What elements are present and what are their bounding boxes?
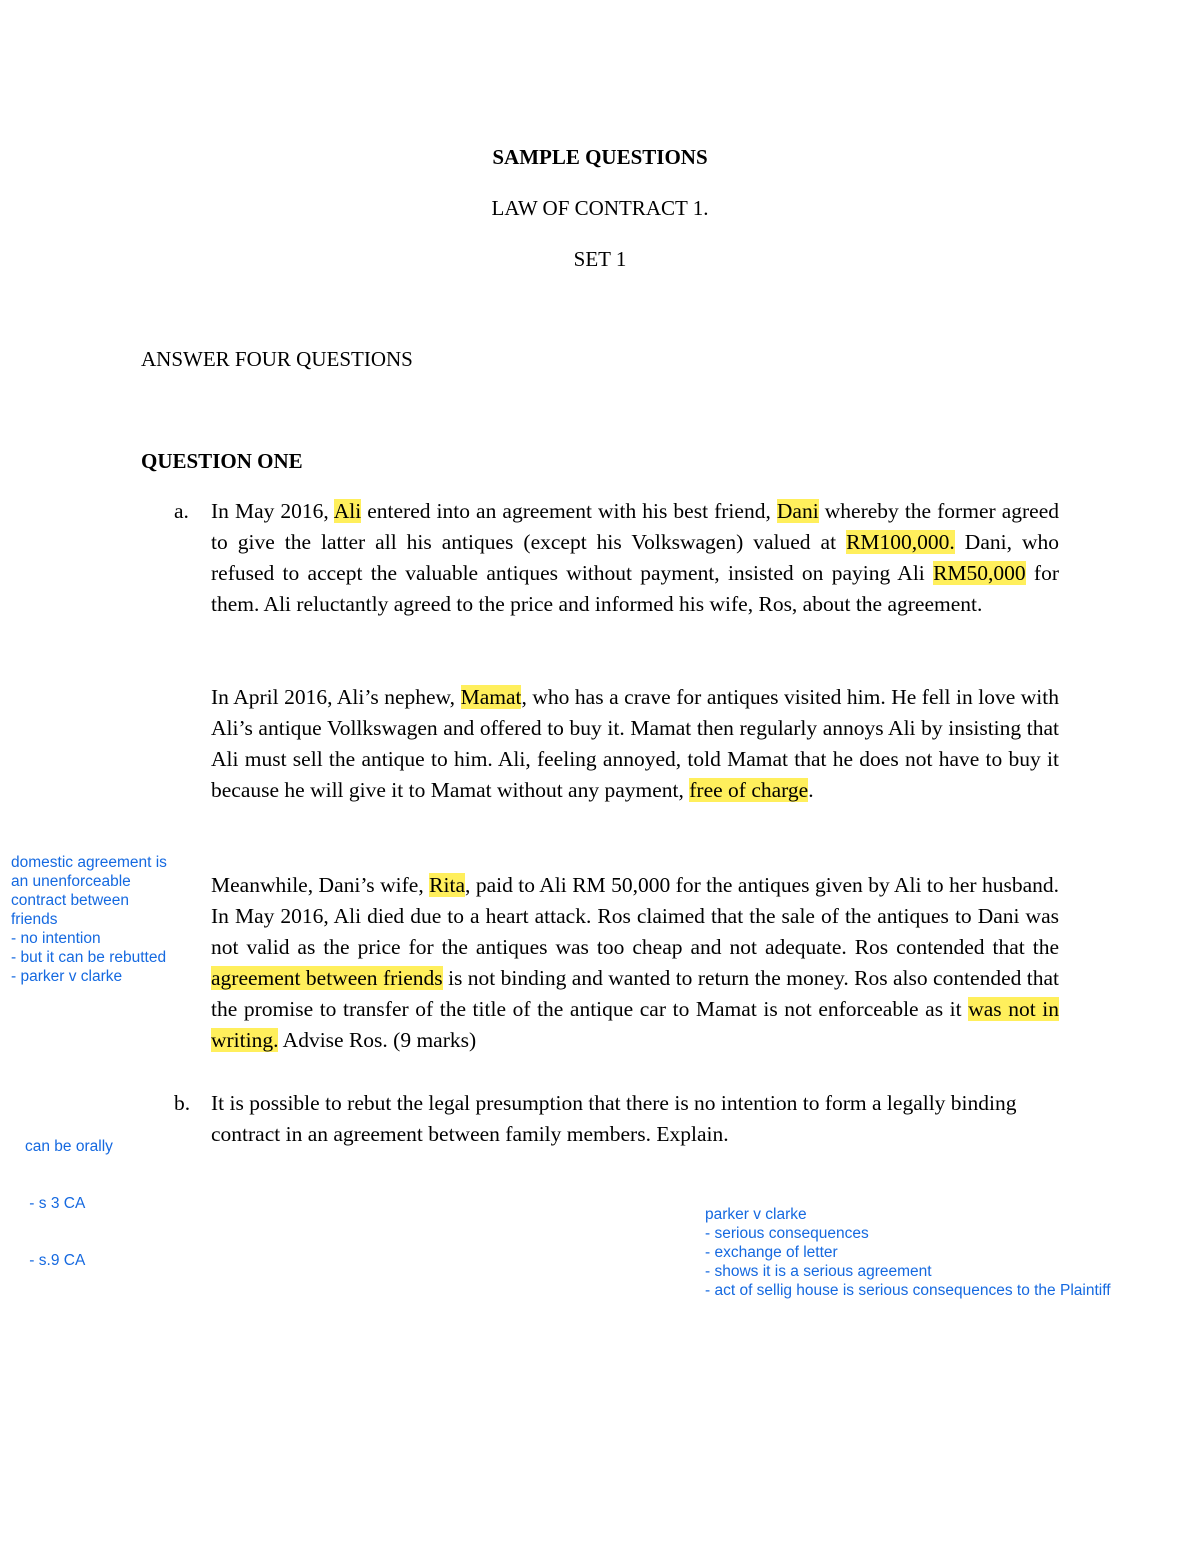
- annotation-parker-v-clarke: [705, 1205, 1111, 1300]
- annotation-line: contract between: [11, 892, 130, 909]
- text-run: , who has a crave for antiques visited him. He fell in love with Ali’s antique Vollkswagen and offered to buy it. Mamat then regularly annoys Ali by insisting that Ali must sell the antique to him. Ali, feeling annoyed, told Mamat that he does not have to buy it because he will give it to Mamat without any payment,: [211, 685, 1059, 802]
- text-run: , paid to Ali RM 50,000 for the antiques given by Ali to her husband. In May 2016, Ali died due to a heart attack. Ros claimed that the sale of the antiques to Dani was not valid as the price for the antiques was too cheap and not adequate. Ros contended that the: [211, 873, 1059, 959]
- question-heading: QUESTION ONE: [141, 449, 303, 473]
- highlight-rita: Rita: [429, 873, 465, 897]
- part-a-paragraph-2: [211, 682, 1059, 806]
- text-run: whereby the former agreed to give the latter all his antiques (except his Volkswagen) valued at: [211, 499, 1059, 554]
- annotation-line: - s 3 CA: [25, 1195, 86, 1212]
- text-run: for them. Ali reluctantly agreed to the price and informed his wife, Ros, about the agreement.: [211, 561, 1060, 616]
- part-a-marker: a.: [174, 499, 189, 523]
- instruction: ANSWER FOUR QUESTIONS: [141, 347, 413, 371]
- annotation-line: parker v clarke: [705, 1206, 807, 1223]
- highlight-not-in-writing: was not in writing.: [211, 997, 1059, 1052]
- highlight-agreement-between-friends: agreement between friends: [211, 966, 443, 990]
- part-b-marker: b.: [174, 1091, 191, 1115]
- annotation-line: friends: [11, 911, 58, 928]
- text-run: Meanwhile, Dani’s wife,: [211, 873, 430, 897]
- text-run: is not binding and wanted to return the money. Ros also contended that the promise to transfer of the title of the antique car to Mamat is not enforceable as it: [211, 966, 1060, 1021]
- annotation-line: - s.9 CA: [25, 1252, 86, 1269]
- annotation-line: - parker v clarke: [11, 968, 123, 985]
- annotation-line: - shows it is a serious agreement: [705, 1263, 932, 1280]
- highlight-dani: Dani: [776, 499, 819, 523]
- part-b-paragraph: It is possible to rebut the legal presumption that there is no intention to form a legally binding contract in an agreement between family members. Explain.: [211, 1091, 1017, 1146]
- part-a-paragraph-1: [211, 496, 1059, 620]
- annotation-line: - act of sellig house is serious consequences to the Plaintiff: [705, 1282, 1111, 1299]
- highlight-rm100000: RM100,000.: [846, 530, 955, 554]
- text-run: In May 2016,: [211, 499, 334, 523]
- annotation-orally: [25, 1099, 113, 1289]
- text-run: .: [808, 778, 814, 802]
- text-run: In April 2016, Ali’s nephew,: [211, 685, 461, 709]
- highlight-rm50000: RM50,000: [933, 561, 1026, 585]
- annotation-line: - serious consequences: [705, 1225, 869, 1242]
- highlight-ali: Ali: [333, 499, 362, 523]
- annotation-line: an unenforceable: [11, 873, 131, 890]
- text-run: Advise Ros. (9 marks): [278, 1028, 477, 1052]
- highlight-mamat: Mamat: [460, 685, 522, 709]
- document-title: SAMPLE QUESTIONS: [492, 145, 708, 169]
- annotation-line: - but it can be rebutted: [11, 949, 167, 966]
- text-run: entered into an agreement with his best friend,: [361, 499, 777, 523]
- annotation-line: - exchange of letter: [705, 1244, 838, 1261]
- annotation-line: - no intention: [11, 930, 101, 947]
- highlight-free-of-charge: free of charge: [689, 778, 809, 802]
- annotation-line: domestic agreement is: [11, 854, 167, 871]
- set-label: SET 1: [573, 247, 627, 271]
- part-a-paragraph-3: [211, 870, 1059, 1056]
- annotation-line: can be orally: [25, 1138, 113, 1155]
- text-run: Dani, who refused to accept the valuable antiques without payment, insisted on paying Ali: [211, 530, 1059, 585]
- annotation-domestic-agreement: [11, 853, 167, 986]
- course-title: LAW OF CONTRACT 1.: [491, 196, 709, 220]
